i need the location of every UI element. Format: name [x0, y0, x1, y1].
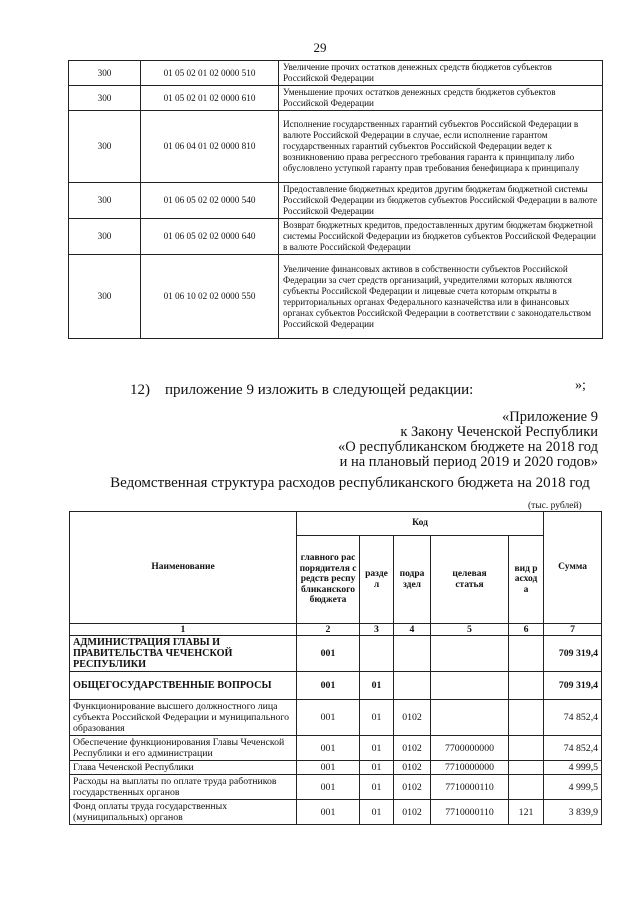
- sources-table: [68, 60, 603, 339]
- amendment-item: 12) приложение 9 изложить в следующей редакции:: [130, 382, 474, 398]
- header-name: Наименование: [70, 512, 297, 624]
- row-target-article: 7710000000: [431, 761, 509, 775]
- admin-code: 300: [69, 219, 141, 255]
- expenditure-table: [69, 511, 602, 825]
- budget-code: 01 06 04 01 02 0000 810: [141, 111, 279, 183]
- row-name: Фонд оплаты труда государственных (муниципальных) органов: [70, 800, 297, 825]
- row-sum: 709 319,4: [544, 636, 602, 672]
- table-row: [70, 672, 602, 700]
- header-razdel: раздел: [360, 536, 394, 624]
- table-row: [69, 255, 603, 339]
- source-description: Увеличение финансовых активов в собственности субъектов Российской Федерации за счет средств организаций, учредителями которых являются субъекты Российской Федерации и лицевые счета которым открыты в территориальных органах Федерального казначейства или в финансовых органах субъектов Российской Федерации в соответствии с законодательством Российской Федерации: [279, 255, 603, 339]
- budget-code: 01 05 02 01 02 0000 510: [141, 61, 279, 86]
- row-sum: 4 999,5: [544, 775, 602, 800]
- source-description: Уменьшение прочих остатков денежных средств бюджетов субъектов Российской Федерации: [279, 86, 603, 111]
- row-grbs: 001: [297, 761, 360, 775]
- row-target-article: [431, 700, 509, 736]
- source-description: Возврат бюджетных кредитов, предоставленных другим бюджетам бюджетной системы Российской Федерации из бюджетов субъектов Российской Федерации в валюте Российской Федерации: [279, 219, 603, 255]
- table-row: [70, 736, 602, 761]
- table-row: [69, 183, 603, 219]
- row-grbs: 001: [297, 775, 360, 800]
- row-grbs: 001: [297, 672, 360, 700]
- row-razdel: 01: [360, 700, 394, 736]
- column-index: 7: [544, 624, 602, 636]
- budget-code: 01 06 05 02 02 0000 640: [141, 219, 279, 255]
- admin-code: 300: [69, 111, 141, 183]
- row-expense-type: [509, 636, 544, 672]
- table-row: [70, 775, 602, 800]
- column-index: 3: [360, 624, 394, 636]
- row-expense-type: 121: [509, 800, 544, 825]
- row-target-article: [431, 636, 509, 672]
- row-expense-type: [509, 736, 544, 761]
- column-index: 1: [70, 624, 297, 636]
- appendix-line: «Приложение 9: [502, 409, 598, 425]
- row-sum: 709 319,4: [544, 672, 602, 700]
- header-grbs: главного распорядителя средств республиканского бюджета: [297, 536, 360, 624]
- row-razdel: 01: [360, 672, 394, 700]
- closing-quote: »;: [575, 378, 586, 393]
- budget-code: 01 05 02 01 02 0000 610: [141, 86, 279, 111]
- row-sum: 74 852,4: [544, 736, 602, 761]
- budget-code: 01 06 10 02 02 0000 550: [141, 255, 279, 339]
- table-row: [70, 636, 602, 672]
- row-podrazdel: [394, 636, 431, 672]
- budget-code: 01 06 05 02 02 0000 540: [141, 183, 279, 219]
- row-name: Глава Чеченской Республики: [70, 761, 297, 775]
- row-name: ОБЩЕГОСУДАРСТВЕННЫЕ ВОПРОСЫ: [70, 672, 297, 700]
- row-name: Функционирование высшего должностного лица субъекта Российской Федерации и муниципального образования: [70, 700, 297, 736]
- row-target-article: 7710000110: [431, 800, 509, 825]
- row-grbs: 001: [297, 800, 360, 825]
- row-podrazdel: 0102: [394, 700, 431, 736]
- page-number: 29: [313, 40, 327, 55]
- column-index: 6: [509, 624, 544, 636]
- row-expense-type: [509, 700, 544, 736]
- column-index: 2: [297, 624, 360, 636]
- header-expense-type: вид расхода: [509, 536, 544, 624]
- row-razdel: [360, 636, 394, 672]
- appendix-header: [268, 410, 598, 470]
- table-row: [69, 61, 603, 86]
- row-name: Обеспечение функционирования Главы Чеченской Республики и его администрации: [70, 736, 297, 761]
- row-razdel: 01: [360, 761, 394, 775]
- table-row: [70, 800, 602, 825]
- appendix-line: и на плановый период 2019 и 2020 годов»: [339, 454, 598, 470]
- row-expense-type: [509, 761, 544, 775]
- column-index: 4: [394, 624, 431, 636]
- table-row: [70, 761, 602, 775]
- row-expense-type: [509, 775, 544, 800]
- row-grbs: 001: [297, 636, 360, 672]
- row-sum: 74 852,4: [544, 700, 602, 736]
- table-row: [69, 219, 603, 255]
- admin-code: 300: [69, 183, 141, 219]
- page-title: Ведомственная структура расходов республиканского бюджета на 2018 год: [110, 475, 590, 491]
- units-label: (тыс. рублей): [528, 501, 582, 511]
- row-expense-type: [509, 672, 544, 700]
- row-podrazdel: 0102: [394, 761, 431, 775]
- appendix-line: к Закону Чеченской Республики: [400, 424, 598, 440]
- row-sum: 4 999,5: [544, 761, 602, 775]
- column-index-row: [70, 624, 602, 636]
- header-podrazdel: подраздел: [394, 536, 431, 624]
- header-target-article: целевая статья: [431, 536, 509, 624]
- header-sum: Сумма: [544, 512, 602, 624]
- table-row: [69, 111, 603, 183]
- source-description: Исполнение государственных гарантий субъектов Российской Федерации в валюте Российской Федерации в случае, если исполнение гарантом государственных гарантий субъектов Российской Федерации ведет к возникновению права регрессного требования гаранта к принципалу либо обусловлено уступкой гаранту прав требования бенефициара к принципалу: [279, 111, 603, 183]
- row-name: АДМИНИСТРАЦИЯ ГЛАВЫ И ПРАВИТЕЛЬСТВА ЧЕЧЕНСКОЙ РЕСПУБЛИКИ: [70, 636, 297, 672]
- row-podrazdel: 0102: [394, 736, 431, 761]
- column-index: 5: [431, 624, 509, 636]
- source-description: Предоставление бюджетных кредитов другим бюджетам бюджетной системы Российской Федерации из бюджетов субъектов Российской Федерации в валюте Российской Федерации: [279, 183, 603, 219]
- row-razdel: 01: [360, 736, 394, 761]
- row-target-article: [431, 672, 509, 700]
- row-razdel: 01: [360, 775, 394, 800]
- row-name: Расходы на выплаты по оплате труда работников государственных органов: [70, 775, 297, 800]
- row-grbs: 001: [297, 700, 360, 736]
- admin-code: 300: [69, 61, 141, 86]
- table-row: [69, 86, 603, 111]
- row-razdel: 01: [360, 800, 394, 825]
- source-description: Увеличение прочих остатков денежных средств бюджетов субъектов Российской Федерации: [279, 61, 603, 86]
- row-podrazdel: 0102: [394, 775, 431, 800]
- row-target-article: 7710000110: [431, 775, 509, 800]
- row-grbs: 001: [297, 736, 360, 761]
- row-sum: 3 839,9: [544, 800, 602, 825]
- admin-code: 300: [69, 86, 141, 111]
- header-code: Код: [297, 512, 544, 536]
- table-row: [70, 700, 602, 736]
- row-podrazdel: [394, 672, 431, 700]
- row-target-article: 7700000000: [431, 736, 509, 761]
- appendix-line: «О республиканском бюджете на 2018 год: [338, 439, 598, 455]
- row-podrazdel: 0102: [394, 800, 431, 825]
- admin-code: 300: [69, 255, 141, 339]
